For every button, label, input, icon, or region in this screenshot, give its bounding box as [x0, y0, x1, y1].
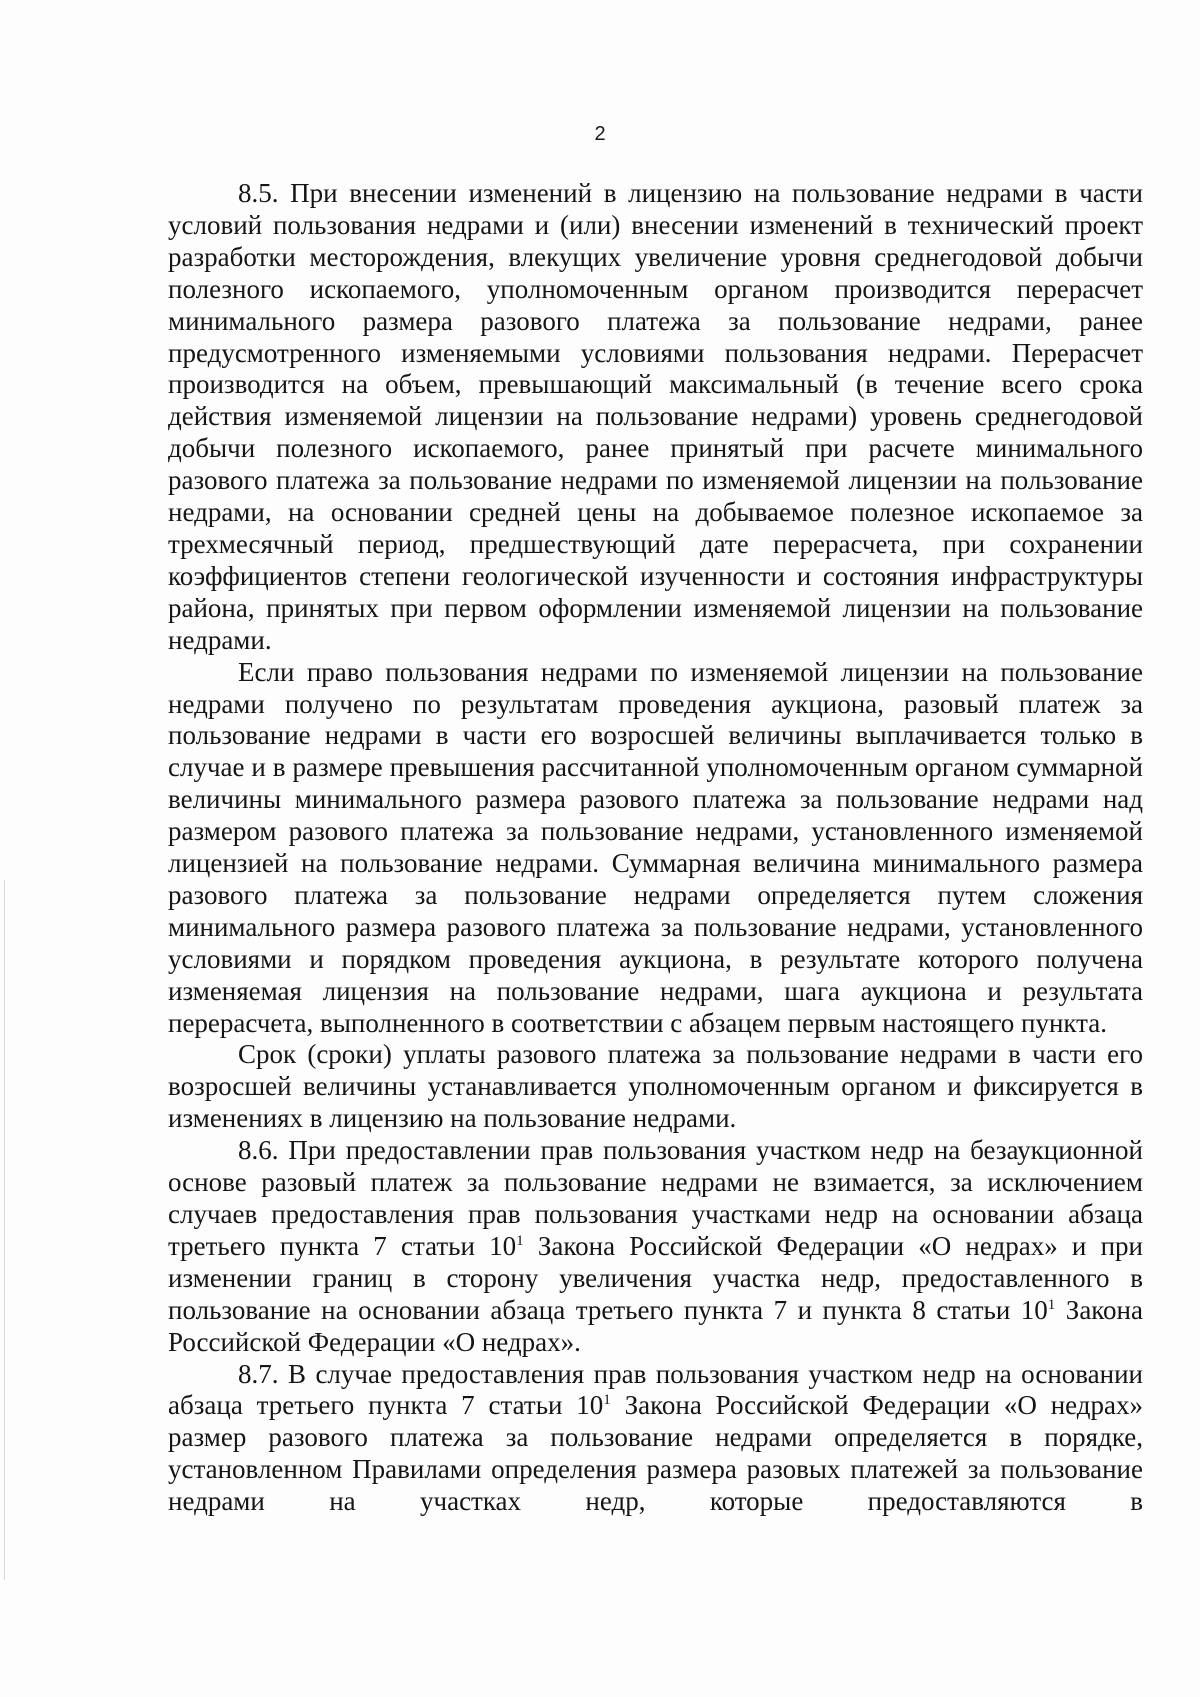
page-number: 2 [594, 123, 606, 145]
superscript: 1 [603, 1392, 611, 1409]
superscript: 1 [1047, 1296, 1056, 1313]
paragraph-text: Закона Российской Федерации «О недрах» размер разового платежа за пользование недрами определяется в порядке, установленном Правилами определения размера разовых платежей за пользование недрами на участках недр, которые предоставляются в [168, 1390, 1143, 1517]
paragraph-text: Если право пользования недрами по изменяемой лицензии на пользование недрами получено по результатам проведения аукциона, разовый платеж за пользование недрами в части его возросшей величины выплачивается только в случае и в размере превышения рассчитанной уполномоченным органом суммарной величины минимального размера разового платежа за пользование недрами над размером разового платежа за пользование недрами, установленного изменяемой лицензией на пользование недрами. Суммарная величина минимального размера разового платежа за пользование недрами определяется путем сложения минимального размера разового платежа за пользование недрами, установленного условиями и порядком проведения аукциона, в результате которого получена изменяемая лицензия на пользование недрами, шага аукциона и результата перерасчета, выполненного в соответствии с абзацем первым настоящего пункта. [168, 656, 1143, 1038]
paragraph-text: 8.5. При внесении изменений в лицензию на пользование недрами в части условий пользования недрами и (или) внесении изменений в технический проект разработки месторождения, влекущих увеличение уровня среднегодовой добычи полезного ископаемого, уполномоченным органом производится перерасчет минимального размера разового платежа за пользование недрами, ранее предусмотренного изменяемыми условиями пользования недрами. Перерасчет производится на объем, превышающий максимальный (в течение всего срока действия изменяемой лицензии на пользование недрами) уровень среднегодовой добычи полезного ископаемого, ранее принятый при расчете минимального разового платежа за пользование недрами по изменяемой лицензии на пользование недрами, на основании средней цены на добываемое полезное ископаемое за трехмесячный период, предшествующий дате перерасчета, при сохранении коэффициентов степени геологической изученности и состояния инфраструктуры района, принятых при первом оформлении изменяемой лицензии на пользование недрами. [168, 178, 1143, 655]
paragraph-text: Срок (сроки) уплаты разового платежа за пользование недрами в части его возросшей величины устанавливается уполномоченным органом и фиксируется в изменениях в лицензию на пользование недрами. [168, 1039, 1143, 1134]
paragraph-auction-case [168, 657, 1143, 1040]
paragraph-text: 8.6. При предоставлении прав пользования участком недр на безаукционной основе разовый платеж за пользование недрами не взимается, за исключением случаев предоставления прав пользования участками недр на основании абзаца третьего пункта 7 статьи 10 [168, 1135, 1143, 1261]
scan-edge-line [4, 880, 5, 1580]
paragraph-8-7 [168, 1359, 1143, 1519]
paragraph-payment-term [168, 1039, 1143, 1135]
superscript: 1 [516, 1232, 524, 1249]
paragraph-text: Закона Российской Федерации «О недрах». [168, 1294, 1143, 1357]
paragraph-8-6 [168, 1135, 1143, 1358]
document-body [168, 178, 1143, 1518]
paragraph-text: Закона Российской Федерации «О недрах» и при изменении границ в сторону увеличения участка недр, предоставленного в пользование на основании абзаца третьего пункта 7 и пункта 8 статьи 10 [168, 1230, 1143, 1325]
paragraph-8-5 [168, 178, 1143, 657]
paragraph-text: 8.7. В случае предоставления прав пользования участком недр на основании абзаца третьего пункта 7 статьи 10 [168, 1358, 1143, 1421]
